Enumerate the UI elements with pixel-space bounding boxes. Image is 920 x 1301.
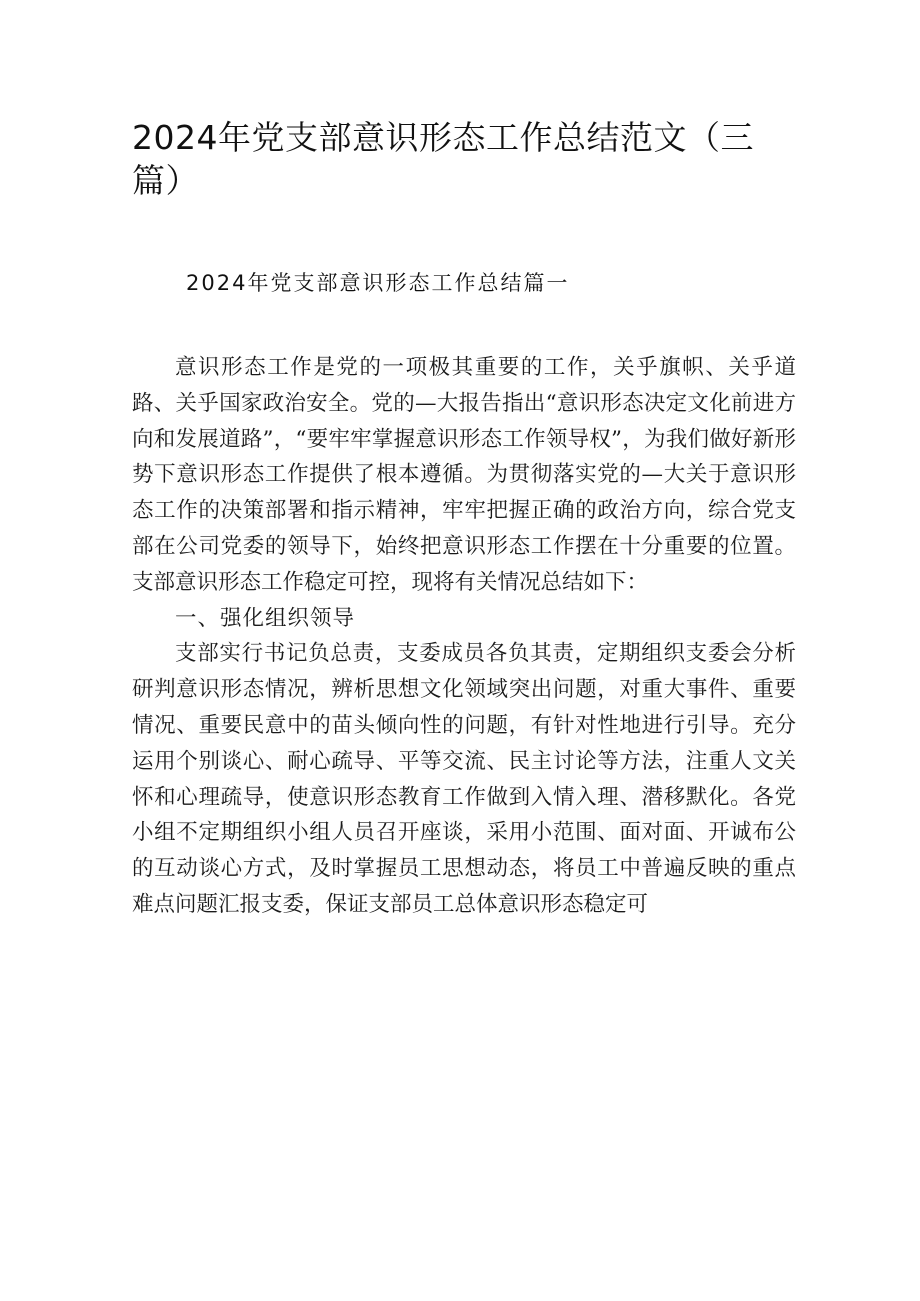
section-1-paragraph: 支部实行书记负总责，支委成员各负其责，定期组织支委会分析研判意识形态情况，辨析思想文化领域突出问题，对重大事件、重要情况、重要民意中的苗头倾向性的问题，有针对性地进行引导。充分运用个别谈心、耐心疏导、平等交流、民主讨论等方法，注重人文关怀和心理疏导，使意识形态教育工作做到入情入理、潜移默化。各党小组不定期组织小组人员召开座谈，采用小范围、面对面、开诚布公的互动谈心方式，及时掌握员工思想动态，将员工中普遍反映的重点难点问题汇报支委，保证支部员工总体意识形态稳定可 [132,641,796,917]
section-heading: 2024年党支部意识形态工作总结篇一 [186,271,570,295]
intro-paragraph: 意识形态工作是党的一项极其重要的工作，关乎旗帜、关乎道路、关乎国家政治安全。党的—大报告指出“意识形态决定文化前进方向和发展道路”，“要牢牢掌握意识形态工作领导权”，为我们做好新形势下意识形态工作提供了根本遵循。为贯彻落实党的—大关于意识形态工作的决策部署和指示精神，牢牢把握正确的政治方向，综合党支部在公司党委的领导下，始终把意识形态工作摆在十分重要的位置。支部意识形态工作稳定可控，现将有关情况总结如下： [132,355,796,595]
subheading-strengthen-organization: 一、强化组织领导 [175,605,356,631]
document-title: 2024年党支部意识形态工作总结范文（三篇） [132,118,754,200]
document-body [132,350,796,923]
